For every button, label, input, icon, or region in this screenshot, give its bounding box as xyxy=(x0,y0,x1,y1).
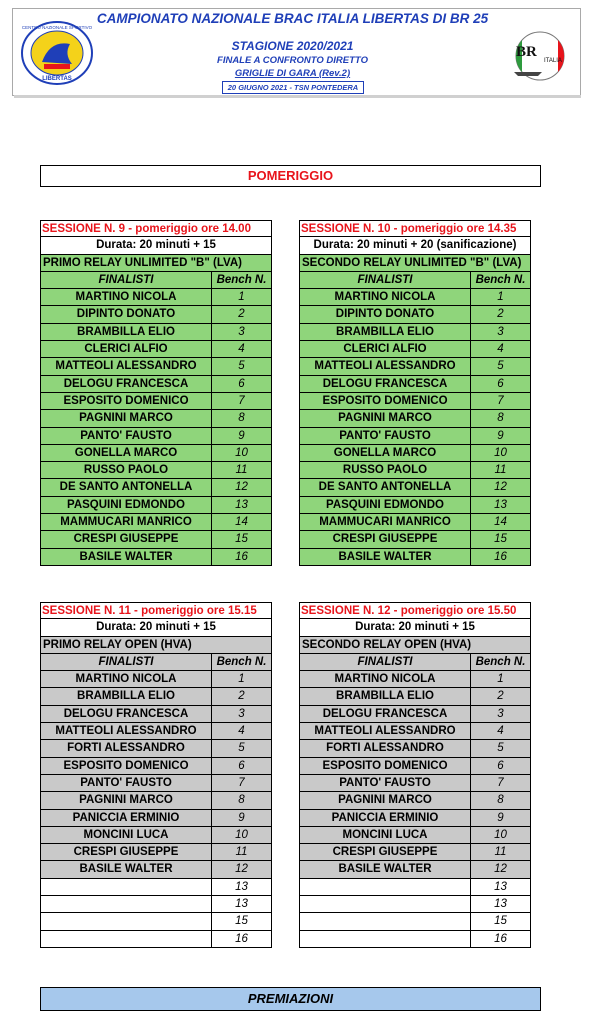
finalist-name: FORTI ALESSANDRO xyxy=(41,740,212,756)
bench-number: 15 xyxy=(235,533,248,546)
session-duration: Durata: 20 minuti + 15 xyxy=(299,619,531,636)
bench-number: 14 xyxy=(494,516,507,529)
bench-number: 11 xyxy=(235,464,248,477)
finalist-name: DIPINTO DONATO xyxy=(41,306,212,322)
session-race-name: PRIMO RELAY UNLIMITED "B" (LVA) xyxy=(40,255,272,272)
table-row xyxy=(299,792,531,809)
table-row xyxy=(299,896,531,913)
finalist-name: GONELLA MARCO xyxy=(300,445,471,461)
bench-number: 9 xyxy=(497,429,504,442)
finalist-name: MATTEOLI ALESSANDRO xyxy=(41,358,212,374)
session-duration: Durata: 20 minuti + 20 (sanificazione) xyxy=(299,237,531,254)
grid-label: GRIGLIE DI GARA (Rev.2) xyxy=(234,68,351,79)
bench-number: 16 xyxy=(235,932,248,945)
table-row xyxy=(40,775,272,792)
finalist-name: CRESPI GIUSEPPE xyxy=(41,531,212,547)
table-row xyxy=(40,462,272,479)
finalist-name: MONCINI LUCA xyxy=(41,827,212,843)
finalist-name: MARTINO NICOLA xyxy=(300,671,471,687)
table-header-row xyxy=(40,272,272,289)
finalist-name: CRESPI GIUSEPPE xyxy=(300,844,471,860)
finalist-name: PANTO' FAUSTO xyxy=(41,775,212,791)
session-title: SESSIONE N. 9 - pomeriggio ore 14.00 xyxy=(40,220,272,237)
date-place-box: 20 GIUGNO 2021 - TSN PONTEDERA xyxy=(222,81,364,94)
finalist-name xyxy=(300,896,471,912)
session-11-table xyxy=(40,602,272,948)
bench-number: 8 xyxy=(497,794,504,807)
bench-number: 5 xyxy=(238,742,245,755)
finalist-name: BRAMBILLA ELIO xyxy=(41,688,212,704)
finalist-name: BRAMBILLA ELIO xyxy=(41,324,212,340)
final-subtitle: FINALE A CONFRONTO DIRETTO xyxy=(217,55,368,66)
table-row xyxy=(299,723,531,740)
bench-number: 4 xyxy=(238,725,245,738)
bench-header: Bench N. xyxy=(475,273,526,286)
finalist-name xyxy=(300,879,471,895)
bench-number: 2 xyxy=(497,308,504,321)
finalist-name: MATTEOLI ALESSANDRO xyxy=(300,358,471,374)
bench-number: 4 xyxy=(238,343,245,356)
bench-number: 8 xyxy=(497,412,504,425)
finalist-name: ESPOSITO DOMENICO xyxy=(300,758,471,774)
finalist-name: PASQUINI EDMONDO xyxy=(300,497,471,513)
table-row xyxy=(40,428,272,445)
bench-number: 3 xyxy=(238,707,245,720)
finalist-name xyxy=(41,913,212,929)
bench-number: 2 xyxy=(497,690,504,703)
finalist-name: PAGNINI MARCO xyxy=(300,792,471,808)
finalist-name: PAGNINI MARCO xyxy=(41,792,212,808)
bench-number: 6 xyxy=(497,377,504,390)
finalists-header: FINALISTI xyxy=(41,272,212,288)
finalist-name: CLERICI ALFIO xyxy=(41,341,212,357)
bench-number: 12 xyxy=(494,481,507,494)
finalist-name: CRESPI GIUSEPPE xyxy=(300,531,471,547)
bench-number: 11 xyxy=(235,846,248,859)
bench-number: 6 xyxy=(497,759,504,772)
finalist-name: ESPOSITO DOMENICO xyxy=(300,393,471,409)
finalist-name: RUSSO PAOLO xyxy=(41,462,212,478)
finalist-name xyxy=(300,931,471,947)
finalist-name: ESPOSITO DOMENICO xyxy=(41,393,212,409)
finalist-name: DELOGU FRANCESCA xyxy=(300,706,471,722)
bench-number: 6 xyxy=(238,759,245,772)
finalist-name xyxy=(41,931,212,947)
table-row xyxy=(299,879,531,896)
bench-number: 6 xyxy=(238,377,245,390)
bench-number: 10 xyxy=(494,446,507,459)
season-title: STAGIONE 2020/2021 xyxy=(231,39,354,53)
table-row xyxy=(40,341,272,358)
finalist-name xyxy=(41,879,212,895)
table-row xyxy=(40,931,272,948)
premiazioni-bar: PREMIAZIONI xyxy=(40,987,541,1011)
table-row xyxy=(40,896,272,913)
bench-number: 4 xyxy=(497,725,504,738)
finalist-name xyxy=(41,896,212,912)
bench-number: 5 xyxy=(497,360,504,373)
finalist-name: BASILE WALTER xyxy=(300,549,471,565)
finalist-name: PANTO' FAUSTO xyxy=(300,428,471,444)
finalist-name: PANICCIA ERMINIO xyxy=(41,810,212,826)
table-row xyxy=(299,740,531,757)
finalists-header: FINALISTI xyxy=(41,654,212,670)
table-row xyxy=(40,445,272,462)
bench-number: 9 xyxy=(238,429,245,442)
finalist-name: PASQUINI EDMONDO xyxy=(41,497,212,513)
finalist-name: PAGNINI MARCO xyxy=(300,410,471,426)
session-duration: Durata: 20 minuti + 15 xyxy=(40,237,272,254)
table-row xyxy=(40,306,272,323)
finalist-name: MARTINO NICOLA xyxy=(41,289,212,305)
bench-number: 2 xyxy=(238,308,245,321)
bench-number: 16 xyxy=(494,550,507,563)
session-race-name: SECONDO RELAY OPEN (HVA) xyxy=(299,637,531,654)
bench-number: 16 xyxy=(494,932,507,945)
bench-header: Bench N. xyxy=(475,655,526,668)
bench-number: 10 xyxy=(235,446,248,459)
logo-right-text: ITALIA xyxy=(544,58,562,64)
bench-number: 9 xyxy=(497,811,504,824)
finalist-name: DE SANTO ANTONELLA xyxy=(41,479,212,495)
bench-number: 13 xyxy=(494,898,507,911)
bench-number: 2 xyxy=(238,690,245,703)
bench-number: 1 xyxy=(497,291,504,304)
bench-number: 3 xyxy=(238,325,245,338)
table-row xyxy=(40,531,272,548)
session-duration: Durata: 20 minuti + 15 xyxy=(40,619,272,636)
brac-italia-logo-icon xyxy=(500,26,566,86)
finalist-name: BASILE WALTER xyxy=(300,861,471,877)
session-10-table xyxy=(299,220,531,566)
bench-number: 7 xyxy=(238,394,245,407)
finalists-header: FINALISTI xyxy=(300,654,471,670)
finalist-name: DIPINTO DONATO xyxy=(300,306,471,322)
header-shadow xyxy=(14,95,581,98)
table-row xyxy=(299,376,531,393)
bench-number: 10 xyxy=(494,828,507,841)
finalist-name: ESPOSITO DOMENICO xyxy=(41,758,212,774)
bench-number: 1 xyxy=(238,291,245,304)
table-row xyxy=(299,758,531,775)
table-row xyxy=(40,810,272,827)
table-row xyxy=(40,688,272,705)
table-row xyxy=(40,706,272,723)
table-row xyxy=(299,306,531,323)
finalist-name: PAGNINI MARCO xyxy=(41,410,212,426)
finalists-header: FINALISTI xyxy=(300,272,471,288)
bench-number: 1 xyxy=(238,673,245,686)
bench-number: 14 xyxy=(235,516,248,529)
session-title: SESSIONE N. 10 - pomeriggio ore 14.35 xyxy=(299,220,531,237)
section-title-pomeriggio: POMERIGGIO xyxy=(40,165,541,187)
table-row xyxy=(299,514,531,531)
finalist-name: CLERICI ALFIO xyxy=(300,341,471,357)
table-row xyxy=(299,827,531,844)
finalist-name: MONCINI LUCA xyxy=(300,827,471,843)
table-row xyxy=(299,341,531,358)
finalist-name: PANTO' FAUSTO xyxy=(300,775,471,791)
libertas-logo-icon xyxy=(20,20,94,86)
table-row xyxy=(299,810,531,827)
bench-number: 3 xyxy=(497,707,504,720)
finalist-name xyxy=(300,913,471,929)
table-row xyxy=(299,671,531,688)
table-row xyxy=(40,410,272,427)
bench-number: 16 xyxy=(235,550,248,563)
finalist-name: BASILE WALTER xyxy=(41,861,212,877)
bench-number: 13 xyxy=(235,498,248,511)
table-row xyxy=(299,324,531,341)
bench-number: 9 xyxy=(238,811,245,824)
table-row xyxy=(299,393,531,410)
table-row xyxy=(40,549,272,566)
table-row xyxy=(299,289,531,306)
bench-header: Bench N. xyxy=(216,273,267,286)
table-row xyxy=(299,428,531,445)
table-row xyxy=(40,376,272,393)
logo-left-top-text: CENTRO NAZIONALE SPORTIVO xyxy=(21,25,93,30)
table-row xyxy=(40,861,272,878)
bench-number: 12 xyxy=(235,481,248,494)
table-row xyxy=(40,723,272,740)
table-header-row xyxy=(299,654,531,671)
bench-number: 7 xyxy=(497,394,504,407)
bench-number: 13 xyxy=(235,880,248,893)
bench-number: 8 xyxy=(238,794,245,807)
table-row xyxy=(40,671,272,688)
finalist-name: DELOGU FRANCESCA xyxy=(41,706,212,722)
session-9-table xyxy=(40,220,272,566)
table-row xyxy=(40,879,272,896)
bench-number: 4 xyxy=(497,343,504,356)
bench-number: 1 xyxy=(497,673,504,686)
bench-number: 5 xyxy=(497,742,504,755)
bench-number: 13 xyxy=(494,880,507,893)
bench-number: 15 xyxy=(494,533,507,546)
table-row xyxy=(299,844,531,861)
bench-header: Bench N. xyxy=(216,655,267,668)
table-row xyxy=(40,913,272,930)
table-row xyxy=(40,479,272,496)
table-row xyxy=(299,479,531,496)
table-row xyxy=(299,497,531,514)
table-row xyxy=(299,931,531,948)
table-row xyxy=(40,497,272,514)
session-12-table xyxy=(299,602,531,948)
championship-title: CAMPIONATO NAZIONALE BRAC ITALIA LIBERTAS DI BR 25 xyxy=(96,11,489,26)
table-row xyxy=(40,393,272,410)
finalist-name: MATTEOLI ALESSANDRO xyxy=(41,723,212,739)
finalist-name: BRAMBILLA ELIO xyxy=(300,324,471,340)
table-row xyxy=(40,324,272,341)
finalist-name: PANTO' FAUSTO xyxy=(41,428,212,444)
bench-number: 7 xyxy=(497,776,504,789)
table-row xyxy=(40,827,272,844)
finalist-name: DELOGU FRANCESCA xyxy=(300,376,471,392)
finalist-name: MAMMUCARI MANRICO xyxy=(41,514,212,530)
table-row xyxy=(299,913,531,930)
table-row xyxy=(299,410,531,427)
table-row xyxy=(299,445,531,462)
bench-number: 5 xyxy=(238,360,245,373)
table-row xyxy=(299,358,531,375)
bench-number: 13 xyxy=(235,898,248,911)
table-row xyxy=(40,358,272,375)
table-header-row xyxy=(40,654,272,671)
finalist-name: RUSSO PAOLO xyxy=(300,462,471,478)
table-row xyxy=(40,844,272,861)
table-row xyxy=(40,740,272,757)
logo-left-bottom-text: LIBERTAS xyxy=(42,76,72,82)
bench-number: 8 xyxy=(238,412,245,425)
bench-number: 11 xyxy=(494,464,507,477)
table-row xyxy=(299,706,531,723)
finalist-name: MAMMUCARI MANRICO xyxy=(300,514,471,530)
finalist-name: BASILE WALTER xyxy=(41,549,212,565)
table-row xyxy=(299,549,531,566)
session-race-name: SECONDO RELAY UNLIMITED "B" (LVA) xyxy=(299,255,531,272)
table-row xyxy=(299,462,531,479)
table-row xyxy=(299,531,531,548)
finalist-name: MATTEOLI ALESSANDRO xyxy=(300,723,471,739)
bench-number: 15 xyxy=(494,915,507,928)
finalist-name: MARTINO NICOLA xyxy=(300,289,471,305)
table-row xyxy=(299,688,531,705)
bench-number: 12 xyxy=(494,863,507,876)
bench-number: 13 xyxy=(494,498,507,511)
session-title: SESSIONE N. 12 - pomeriggio ore 15.50 xyxy=(299,602,531,619)
finalist-name: DE SANTO ANTONELLA xyxy=(300,479,471,495)
table-row xyxy=(40,289,272,306)
bench-number: 15 xyxy=(235,915,248,928)
table-row xyxy=(40,514,272,531)
table-row xyxy=(299,775,531,792)
table-header-row xyxy=(299,272,531,289)
finalist-name: FORTI ALESSANDRO xyxy=(300,740,471,756)
session-title: SESSIONE N. 11 - pomeriggio ore 15.15 xyxy=(40,602,272,619)
bench-number: 7 xyxy=(238,776,245,789)
finalist-name: DELOGU FRANCESCA xyxy=(41,376,212,392)
bench-number: 11 xyxy=(494,846,507,859)
table-row xyxy=(299,861,531,878)
finalist-name: PANICCIA ERMINIO xyxy=(300,810,471,826)
finalist-name: BRAMBILLA ELIO xyxy=(300,688,471,704)
table-row xyxy=(40,792,272,809)
finalist-name: MARTINO NICOLA xyxy=(41,671,212,687)
finalist-name: GONELLA MARCO xyxy=(41,445,212,461)
bench-number: 3 xyxy=(497,325,504,338)
bench-number: 12 xyxy=(235,863,248,876)
bench-number: 10 xyxy=(235,828,248,841)
session-race-name: PRIMO RELAY OPEN (HVA) xyxy=(40,637,272,654)
table-row xyxy=(40,758,272,775)
finalist-name: CRESPI GIUSEPPE xyxy=(41,844,212,860)
logo-right-letters: BR xyxy=(516,44,537,60)
